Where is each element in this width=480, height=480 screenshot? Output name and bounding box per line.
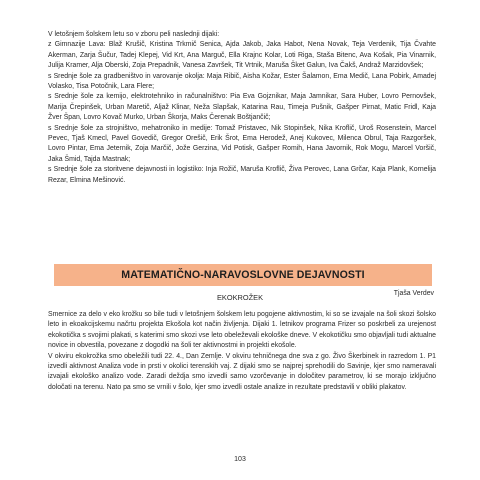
gradbenistvo-paragraph: s Srednje šole za gradbeništvo in varovanje okolja: Maja Ribič, Aisha Kožar, Ester Šalamon, Ema Medič, Lana Pobirk, Amadej Volasko, Tisa Potočnik, Lara Flere; [48, 72, 436, 91]
strojnistvo-paragraph: s Srednje šole za strojništvo, mehatroniko in medije: Tomaž Pristavec, Nik Stopinšek, Nika Kroflič, Uroš Rosenstein, Marcel Pevec, Tjaš Kmecl, Pavel Govedič, Gregor Orešič, Erik Šrot, Ema Herodež, Anej Kukovec, Milenca Obrul, Taja Razgoršek, Lovro Pintar, Ema Jeternik, Zoja Marčič, Jože Gerzina, Vid Potisk, Gašper Romih, Hana Javornik, Rok Mogu, Marcel Voršič, Jaka Šmid, Tajda Mastnak; [48, 124, 436, 163]
kemija-paragraph: s Srednje šole za kemijo, elektrotehniko in računalništvo: Pia Eva Gojznikar, Maja Jamnikar, Sara Huber, Lovro Pernovšek, Marija Črepinšek, Urban Maretič, Aljaž Klinar, Neža Slapšak, Katarina Rau, Timeja Pušnik, Gašper Pirnat, Matic Fridl, Kaja Žver Špan, Lovro Kovač Murko, Urban Škorja, Maks Čerenak Boštjančič; [48, 93, 436, 122]
intro-paragraph: V letošnjem šolskem letu so v zboru peli naslednji dijaki: [48, 31, 220, 38]
ekokrozek-paragraph-2: V okviru ekokrožka smo obeležili tudi 22. 4., Dan Zemlje. V okviru tehničnega dne sva z go. Živo Škerbinek in razredom 1. P1 izvedli aktivnost Analiza vode in prsti v okolici terenskih vaj. Z dijaki smo se najprej sprehodili do Savinje, kjer smo nameravali izvajali ekološko analizo vode. Zaradi deždja smo izvedli samo vzorčevanje in določitev parametrov, ki se morajo izključno določati na terenu. Nato pa smo se vrnili v šolo, kjer smo izvedli ostale analize in rezultate predstavili v obliki plakatov. [48, 352, 436, 391]
storitve-paragraph: s Srednje šole za storitvene dejavnosti in logistiko: Inja Rožič, Maruša Kroflič, Živa Perovec, Lana Grčar, Kaja Plank, Kornelija Rezar, Elmina Mešinović. [48, 166, 436, 184]
author-signature: Tjaša Verdev [393, 290, 434, 297]
section-subtitle: EKOKROŽEK [217, 293, 263, 302]
choir-members-text [48, 30, 436, 186]
ekokrozek-text [48, 310, 436, 393]
page-number: 103 [234, 456, 246, 463]
section-title: MATEMATIČNO-NARAVOSLOVNE DEJAVNOSTI [121, 269, 365, 281]
gimnazija-lava-paragraph: z Gimnazije Lava: Blaž Krušič, Kristina Trkmič Senica, Ajda Jakob, Jaka Habot, Nena Novak, Teja Verdenik, Tija Čvahte Akerman, Zarja Šučur, Tadej Klepej, Vid Krt, Ana Marguč, Ella Krajnc Kolar, Loti Riga, Staša Bitenc, Ava Košak, Pia Vinarnik, Julija Kramer, Alja Oberski, Zoja Prepadnik, Vanesa Završek, Tit Vrtnik, Maruša Šket Galun, Iva Čakš, Andraž Marzidovšek; [48, 41, 436, 70]
ekokrozek-paragraph-1: Smernice za delo v eko krožku so bile tudi v letošnjem šolskem letu pogojene aktivnostim, ki so se izvajale na šoli skozi šolsko leto in ekoakcijskemu načrtu projekta Ekošola kot način življenja. Dijaki 1. letnikov programa Frizer so poskrbeli za urejenost ekokotička s svojimi plakati, s katerimi smo skozi vse leto obeleževali ekološke dneve. V ekokotičku smo objavljali tudi aktualne novice in obvestila, povezane z dogodki na šoli ter aktivnostmi in projekti ekošole. [48, 311, 436, 350]
section-banner [54, 264, 432, 286]
